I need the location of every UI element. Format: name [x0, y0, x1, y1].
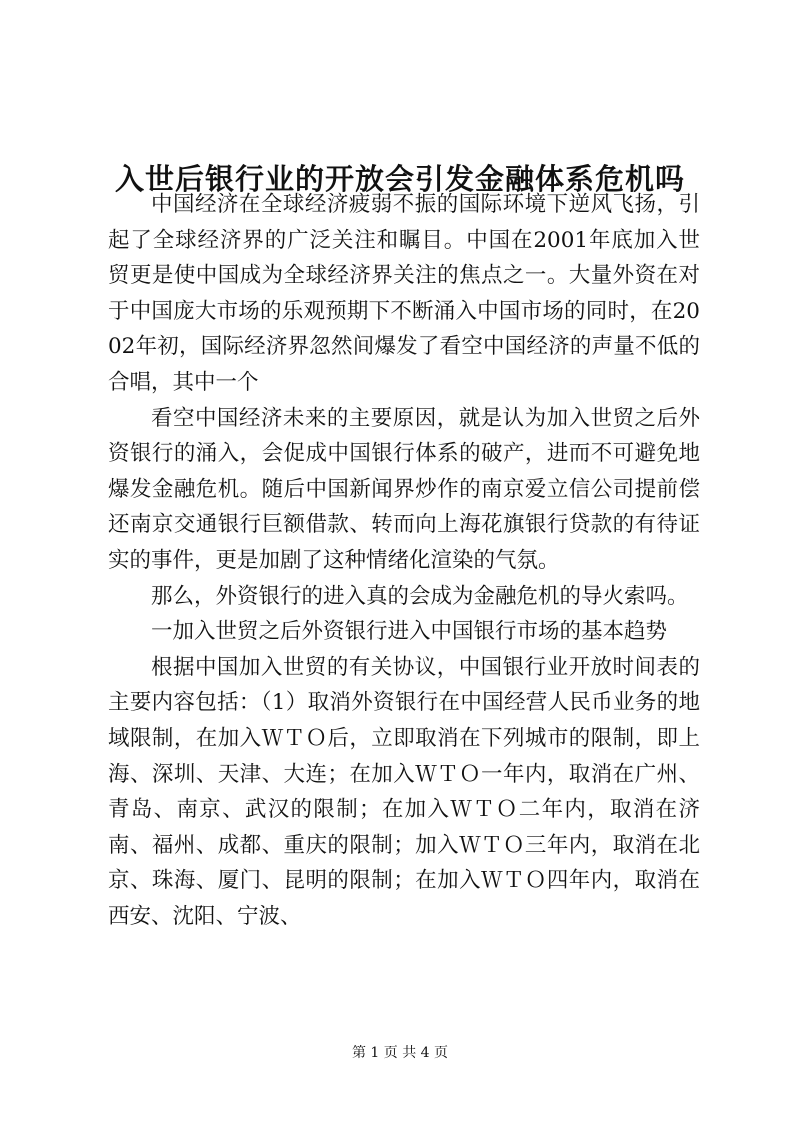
- document-title: 入世后银行业的开放会引发金融体系危机吗: [114, 162, 685, 197]
- document-body: [108, 187, 700, 934]
- paragraph-3: 那么，外资银行的进入真的会成为金融危机的导火索吗。: [151, 583, 689, 609]
- page-footer: 第 1 页 共 4 页: [351, 1045, 449, 1061]
- paragraph-5: 根据中国加入世贸的有关协议，中国银行业开放时间表的主要内容包括：（1）取消外资银行在中国经营人民币业务的地域限制，在加入ＷＴＯ后，立即取消在下列城市的限制，即上海、深圳、天津、大连；在加入ＷＴＯ一年内，取消在广州、青岛、南京、武汉的限制；在加入ＷＴＯ二年内，取消在济南、福州、成都、重庆的限制；加入ＷＴＯ三年内，取消在北京、珠海、厦门、昆明的限制；在加入ＷＴＯ四年内，取消在西安、沈阳、宁波、: [108, 654, 700, 929]
- section-heading: 一加入世贸之后外资银行进入中国银行市场的基本趋势: [151, 619, 668, 645]
- paragraph-2: 看空中国经济未来的主要原因，就是认为加入世贸之后外资银行的涌入，会促成中国银行体系的破产，进而不可避免地爆发金融危机。随后中国新闻界炒作的南京爱立信公司提前偿还南京交通银行巨额借款、转而向上海花旗银行贷款的有待证实的事件，更是加剧了这种情绪化渲染的气氛。: [108, 405, 700, 573]
- paragraph-1: 中国经济在全球经济疲弱不振的国际环境下逆风飞扬，引起了全球经济界的广泛关注和瞩目。中国在2001年底加入世贸更是使中国成为全球经济界关注的焦点之一。大量外资在对于中国庞大市场的乐观预期下不断涌入中国市场的同时，在2002年初，国际经济界忽然间爆发了看空中国经济的声量不低的合唱，其中一个: [108, 192, 700, 395]
